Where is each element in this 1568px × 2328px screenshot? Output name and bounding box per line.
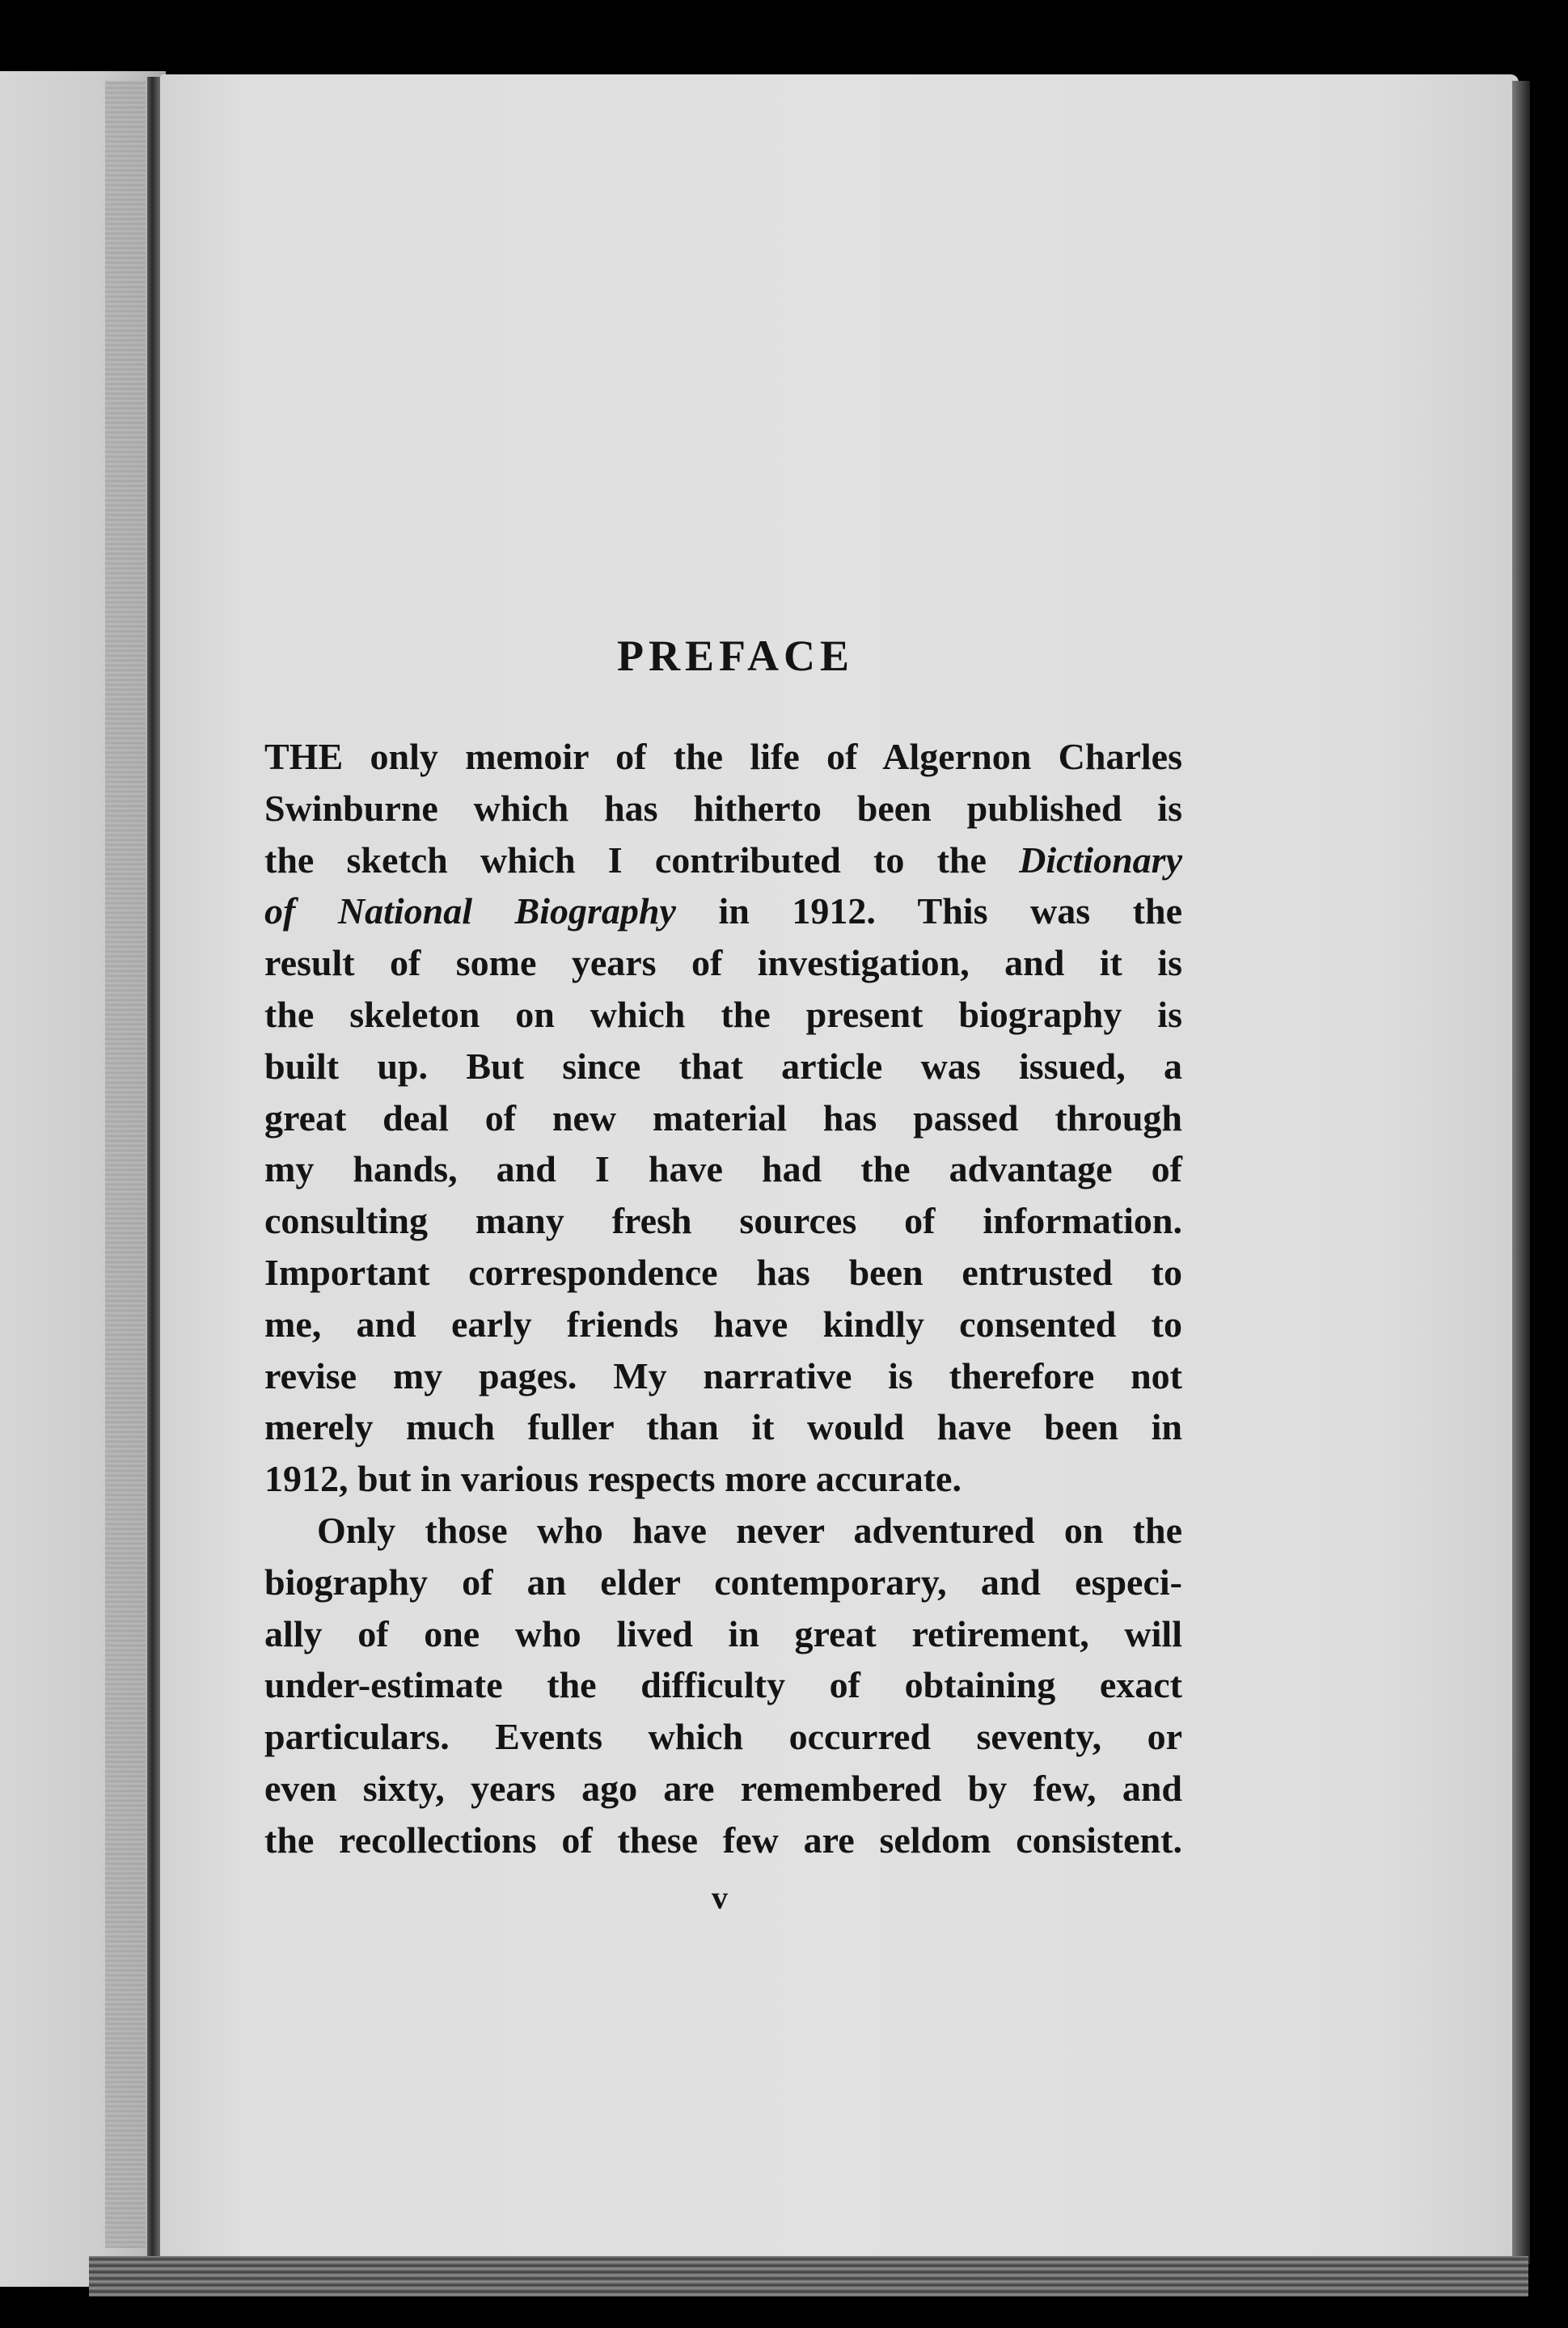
text-line: the skeleton on which the present biography is	[264, 993, 1182, 1035]
italic-title: of National Biography	[264, 890, 676, 932]
text-line: great deal of new material has passed through	[264, 1096, 1182, 1139]
drop-word: THE	[264, 736, 344, 777]
text-line: Swinburne which has hitherto been published is	[264, 787, 1182, 829]
book-gutter	[105, 81, 146, 2248]
page-right-edge	[1512, 81, 1530, 2264]
spine-shadow	[147, 77, 160, 2260]
text-line: built up. But since that article was issued, a	[264, 1045, 1182, 1087]
paragraph-2	[264, 1505, 1182, 1866]
text-line: THE only memoir of the life of Algernon Charles	[264, 736, 1182, 777]
text-line: the recollections of these few are seldom consistent.	[264, 1819, 1182, 1861]
text-line: my hands, and I have had the advantage of	[264, 1148, 1182, 1190]
text-line: me, and early friends have kindly consented to	[264, 1303, 1182, 1345]
preface-text	[264, 631, 1182, 1866]
text-line: revise my pages. My narrative is therefore not	[264, 1354, 1182, 1396]
text-line: the sketch which I contributed to the Dictionary	[264, 839, 1182, 881]
text-line: under-estimate the difficulty of obtaining exact	[264, 1664, 1182, 1706]
page-title: PREFACE	[617, 632, 854, 680]
page-number: v	[712, 1879, 728, 1916]
text-line: particulars. Events which occurred seventy, or	[264, 1716, 1182, 1758]
text-line: Only those who have never adventured on the	[317, 1509, 1182, 1551]
text-line: 1912, but in various respects more accurate.	[264, 1458, 962, 1500]
text-line: consulting many fresh sources of information.	[264, 1200, 1182, 1242]
text-line: even sixty, years ago are remembered by few, and	[264, 1767, 1182, 1809]
text-line: of National Biography in 1912. This was the	[264, 890, 1183, 932]
page-bottom-edge	[89, 2256, 1528, 2296]
text-line: merely much fuller than it would have been in	[264, 1406, 1182, 1448]
text-line: biography of an elder contemporary, and especi-	[264, 1561, 1182, 1603]
text-line: result of some years of investigation, and it is	[264, 942, 1182, 984]
text-line: ally of one who lived in great retirement, will	[264, 1612, 1182, 1654]
paragraph-1	[264, 731, 1182, 1505]
italic-title: Dictionary	[1019, 839, 1182, 881]
text-line: Important correspondence has been entrusted to	[264, 1251, 1182, 1293]
